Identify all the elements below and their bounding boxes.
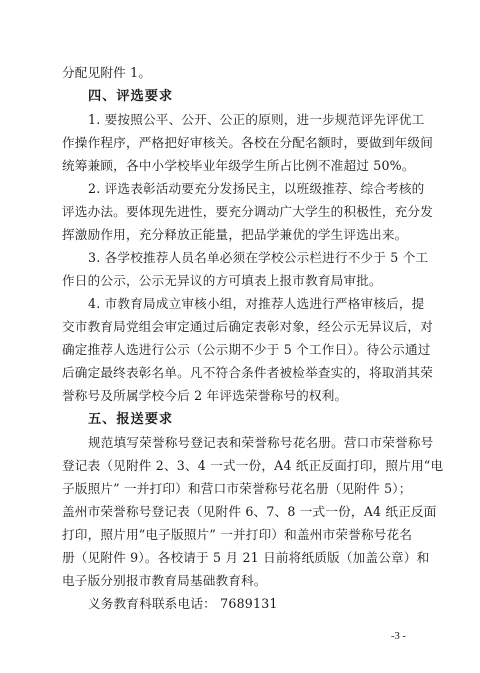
paragraph-line: 登记表（见附件 2、3、4 一式一份，A4 纸正反面打印，照片用“电	[62, 458, 444, 473]
paragraph-line: 挥激励作用，充分释放正能量，把品学兼优的学生评选出来。	[62, 227, 408, 242]
section-heading-evaluation-requirements: 四、评选要求	[88, 89, 174, 104]
paragraph-line: 1. 要按照公平、公开、公正的原则，进一步规范评先评优工	[88, 112, 425, 127]
paragraph-line: 作日的公示，公示无异议的方可填表上报市教育局审批。	[62, 273, 382, 288]
paragraph-line: 规范填写荣誉称号登记表和荣誉称号花名册。营口市荣誉称号	[88, 435, 434, 450]
intro-line: 分配见附件 1。	[62, 65, 152, 80]
paragraph-line: 评选办法。要体现先进性，要充分调动广大学生的积极性，充分发	[62, 204, 434, 219]
paragraph-line: 4. 市教育局成立审核小组，对推荐人选进行严格审核后，提	[88, 296, 425, 311]
paragraph-line: 打印，照片用“电子版照片” 一并打印）和盖州市荣誉称号花名	[62, 527, 413, 542]
contact-phone-line: 义务教育科联系电话： 7689131	[88, 596, 278, 611]
paragraph-line: 子版照片” 一并打印）和营口市荣誉称号花名册（见附件 5）；	[62, 481, 412, 496]
paragraph-line: 盖州市荣誉称号登记表（见附件 6、7、8 一式一份，A4 纸正反面	[62, 504, 437, 519]
paragraph-line: 后确定最终表彰名单。凡不符合条件者被检举查实的，将取消其荣	[62, 365, 434, 380]
paragraph-line: 册（见附件 9）。各校请于 5 月 21 日前将纸质版（加盖公章）和	[62, 550, 430, 565]
paragraph-line: 统筹兼顾，各中小学校毕业年级学生所占比例不准超过 50%。	[62, 158, 415, 173]
page-number: -3 -	[391, 631, 406, 642]
paragraph-line: 2. 评选表彰活动要充分发扬民主，以班级推荐、综合考核的	[88, 181, 425, 196]
paragraph-line: 电子版分别报市教育局基础教育科。	[62, 573, 267, 588]
paragraph-line: 誉称号及所属学校今后 2 年评选荣誉称号的权利。	[62, 388, 348, 403]
paragraph-line: 作操作程序，严格把好审核关。各校在分配名额时，要做到年级间	[62, 135, 434, 150]
section-heading-submission-requirements: 五、报送要求	[88, 412, 174, 427]
paragraph-line: 交市教育局党组会审定通过后确定表彰对象，经公示无异议后，对	[62, 319, 434, 334]
paragraph-line: 确定推荐人选进行公示（公示期不少于 5 个工作日）。待公示通过	[62, 342, 431, 357]
paragraph-line: 3. 各学校推荐人员名单必须在学校公示栏进行不少于 5 个工	[88, 250, 429, 265]
